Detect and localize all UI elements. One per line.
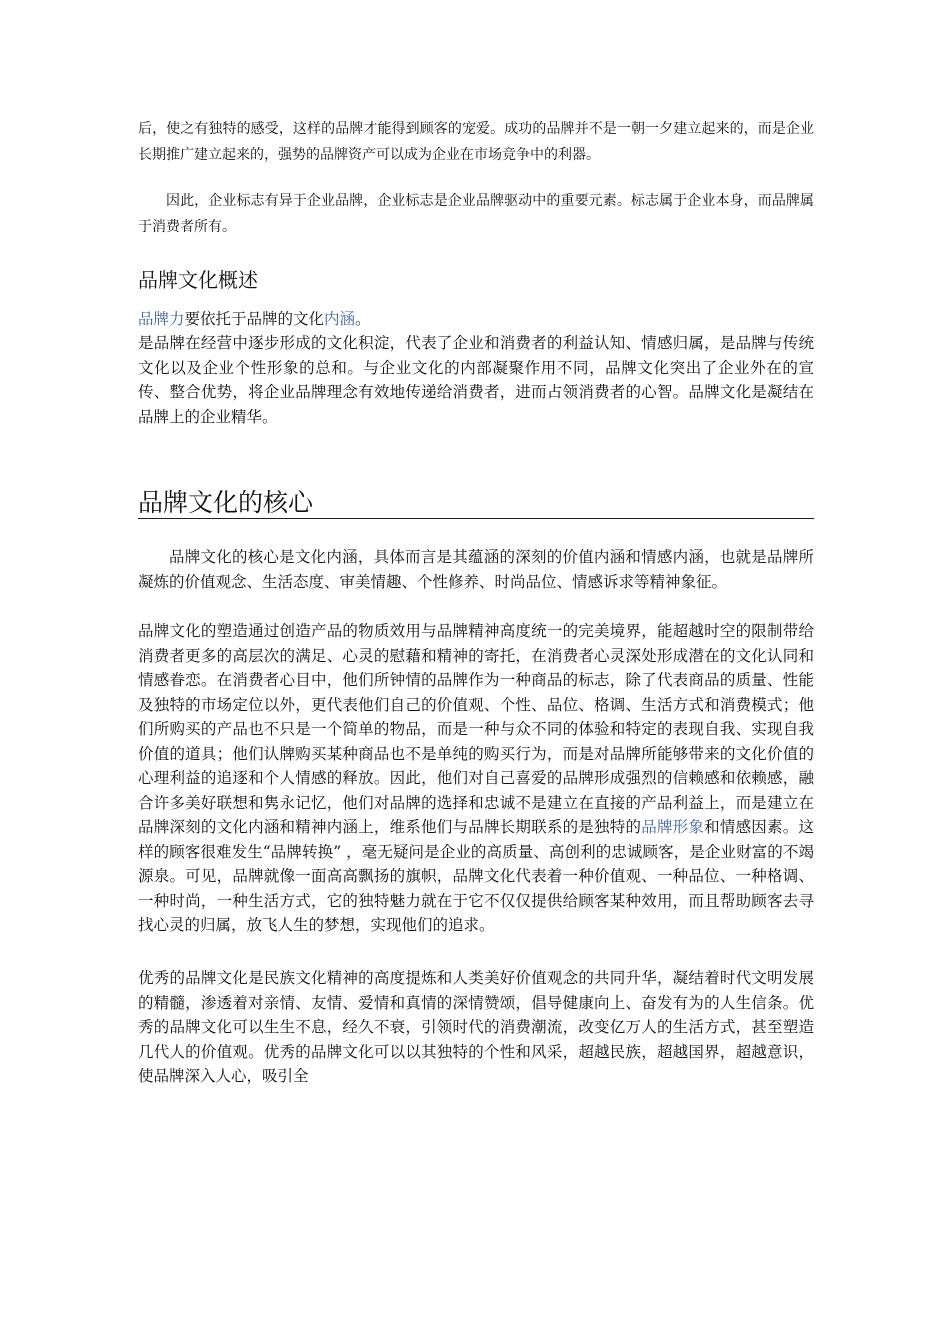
section-heading-overview: 品牌文化概述 [138,268,258,292]
overview-lead-end: 。 [355,310,371,328]
core-paragraph-2-text-a: 品牌文化的塑造通过创造产品的物质效用与品牌精神高度统一的完美境界，能超越时空的限制带给消费者更多的高层次的满足、心灵的慰藉和精神的寄托，在消费者心灵深处形成潜在的文化认同和情感眷恋。在消费者心目中，他们所钟情的品牌作为一种商品的标志，除了代表商品的质量、性能及独特的市场定位以外，更代表他们自己的价值观、个性、品位、格调、生活方式和消费模式；他们所购买的产品也不只是一个简单的物品，而是一种与众不同的体验和特定的表现自我、实现自我价值的道具；他们认牌购买某种商品也不是单纯的购买行为，而是对品牌所能够带来的文化价值的心理利益的追逐和个人情感的释放。因此，他们对自己喜爱的品牌形成强烈的信赖感和依赖感，融合许多美好联想和隽永记忆，他们对品牌的选择和忠诚不是建立在直接的产品利益上，而是建立在品牌深刻的文化内涵和精神内涵上，维系他们与品牌长期联系的是独特的 [138,622,814,836]
link-brand-image[interactable]: 品牌形象 [641,818,705,836]
link-brand-power[interactable]: 品牌力 [138,310,185,328]
core-paragraph-1: 品牌文化的核心是文化内涵，具体而言是其蕴涵的深刻的价值内涵和情感内涵，也就是品牌所凝炼的价值观念、生活态度、审美情趣、个性修养、时尚品位、情感诉求等精神象征。 [138,548,814,591]
intro-paragraph-1: 后，使之有独特的感受，这样的品牌才能得到顾客的宠爱。成功的品牌并不是一朝一夕建立起来的，而是企业长期推广建立起来的，强势的品牌资产可以成为企业在市场竞争中的利器。 [138,121,814,163]
link-connotation[interactable]: 内涵 [324,310,356,328]
overview-body: 是品牌在经营中逐步形成的文化积淀，代表了企业和消费者的利益认知、情感归属，是品牌与传统文化以及企业个性形象的总和。与企业文化的内部凝聚作用不同，品牌文化突出了企业外在的宣传、整合优势，将企业品牌理念有效地传递给消费者，进而占领消费者的心智。品牌文化是凝结在品牌上的企业精华。 [138,334,814,426]
core-paragraph-3: 优秀的品牌文化是民族文化精神的高度提炼和人类美好价值观念的共同升华，凝结着时代文明发展的精髓，渗透着对亲情、友情、爱情和真情的深情赞颂，倡导健康向上、奋发有为的人生信条。优秀的品牌文化可以生生不息，经久不衰，引领时代的消费潮流，改变亿万人的生活方式，甚至塑造几代人的价值观。优秀的品牌文化可以以其独特的个性和风采，超越民族，超越国界，超越意识，使品牌深入人心，吸引全 [138,969,814,1085]
intro-paragraph-2: 因此，企业标志有异于企业品牌，企业标志是企业品牌驱动中的重要元素。标志属于企业本身，而品牌属于消费者所有。 [138,193,814,235]
section-heading-core: 品牌文化的核心 [138,488,814,519]
core-paragraph-2-text-b: 和情感因素。这样的顾客很难发生“品牌转换” ，毫无疑问是企业的高质量、高创利的忠诚顾客，是企业财富的不竭源泉。可见，品牌就像一面高高飘扬的旗帜，品牌文化代表着一种价值观、一种品位、一种格调、一种时尚，一种生活方式，它的独特魅力就在于它不仅仅提供给顾客某种效用，而且帮助顾客去寻找心灵的归属，放飞人生的梦想，实现他们的追求。 [138,818,814,934]
core-paragraph-2 [138,619,814,938]
overview-lead-text: 要依托于品牌的文化 [184,310,325,328]
overview-lead [138,307,814,332]
